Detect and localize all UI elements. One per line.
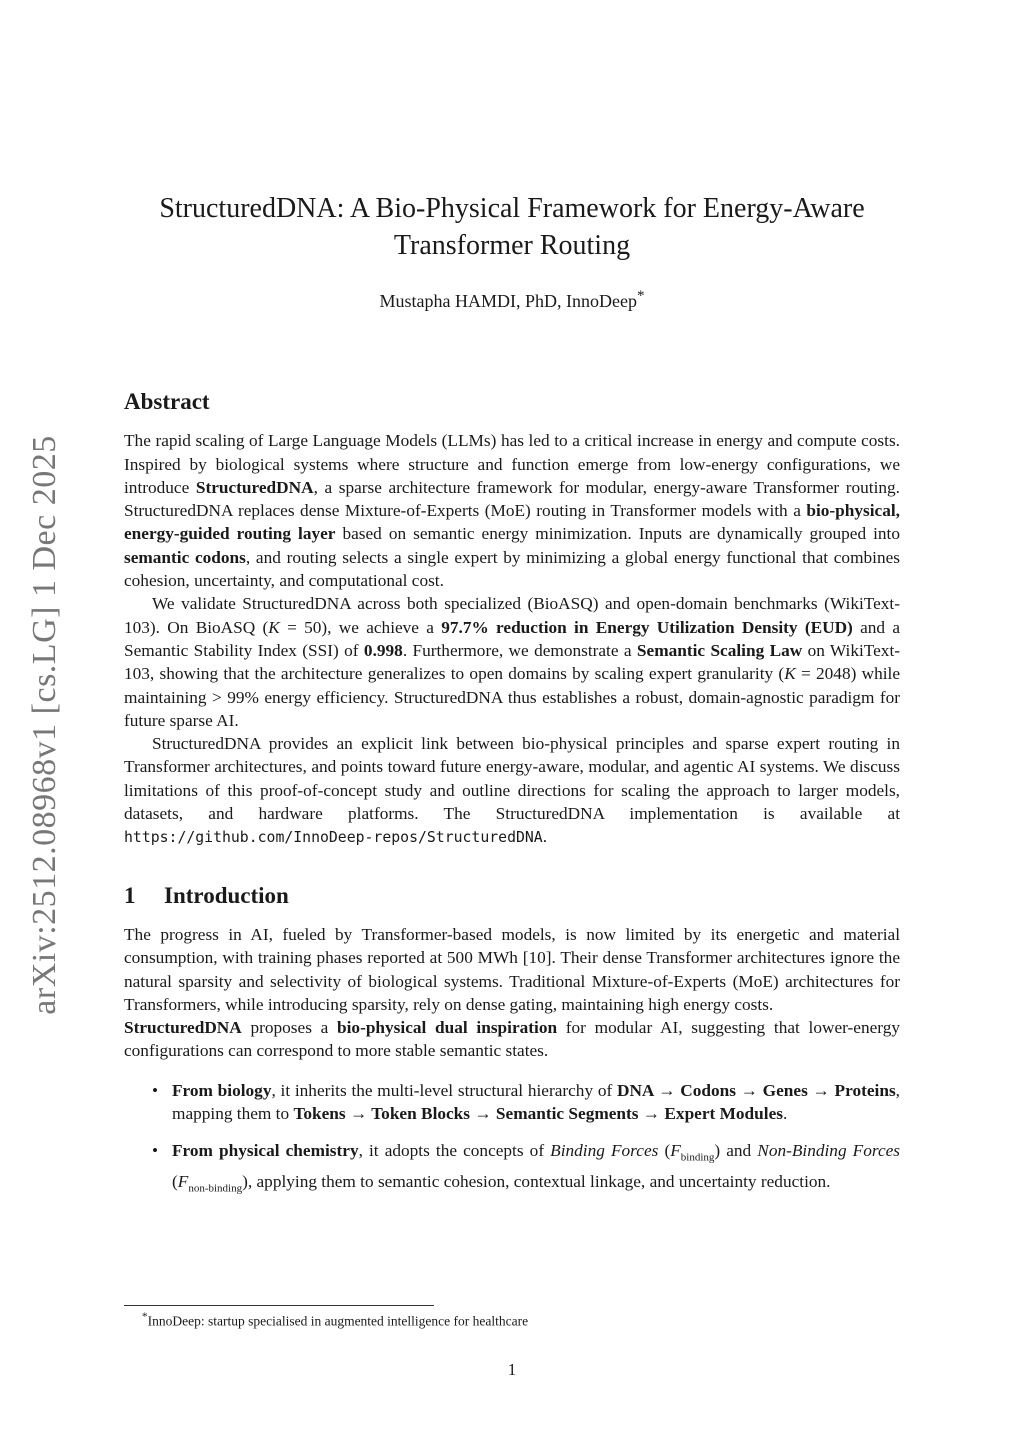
authors: Mustapha HAMDI, PhD, InnoDeep — [379, 291, 637, 311]
introduction-section — [124, 884, 900, 1201]
intro-paragraph-2: StructuredDNA proposes a bio-physical dual inspiration for modular AI, suggesting that lower-energy configurations can correspond to more stable semantic states. — [124, 1018, 900, 1061]
abstract-section — [124, 390, 900, 850]
author-footnote-mark: * — [636, 288, 645, 304]
repo-url-link[interactable]: https://github.com/InnoDeep-repos/StructuredDNA — [124, 829, 543, 847]
inspiration-list — [124, 1079, 900, 1201]
bullet-icon: • — [152, 1080, 159, 1100]
bullet-icon: • — [152, 1141, 159, 1161]
abstract-heading: Abstract — [124, 389, 210, 414]
arxiv-identifier: arXiv:2512.08968v1 [cs.LG] 1 Dec 2025 — [26, 435, 63, 1015]
paper-title — [120, 190, 904, 264]
author-line — [120, 288, 904, 312]
abstract-paragraph-3: StructuredDNA provides an explicit link between bio-physical principles and sparse expert routing in Transformer architectures, and points toward future energy-aware, modular, and agentic AI systems. We discuss limitations of this proof-of-concept study and outline directions for scaling the approach to larger models, datasets, and hardware platforms. The StructuredDNA implementation is available at https://github.com/InnoDeep-repos/StructuredDNA. — [124, 734, 900, 847]
title-line-2: Transformer Routing — [393, 230, 631, 261]
footnote-rule — [124, 1305, 434, 1306]
introduction-heading — [124, 884, 900, 907]
list-item-biology: • From biology, it inherits the multi-level structural hierarchy of DNA → Codons → Genes → Proteins, mapping them to Tokens → Token Blocks → Semantic Segments → Expert Modules. — [152, 1080, 900, 1124]
intro-paragraph-1: The progress in AI, fueled by Transformer-based models, is now limited by its energetic and material consumption, with training phases reported at 500 MWh [10]. Their dense Transformer architectures ignore the natural sparsity and selectivity of biological systems. Traditional Mixture-of-Experts (MoE) architectures for Transformers, while introducing sparsity, rely on dense gating, maintaining high energy costs. — [124, 924, 900, 1014]
list-item-physical-chemistry: • From physical chemistry, it adopts the concepts of Binding Forces $(F_{binding})$ and Non-Binding Forces $(F_{non-binding})$, applying them to semantic cohesion, contextual linkage, and uncertainty reduction. — [152, 1141, 901, 1195]
section-title: Introduction — [164, 882, 289, 908]
paper-body — [124, 390, 900, 1215]
page-number: 1 — [507, 1360, 517, 1379]
footnote: *InnoDeep: startup specialised in augmented intelligence for healthcare — [142, 1311, 529, 1329]
abstract-paragraph-2: We validate StructuredDNA across both specialized (BioASQ) and open-domain benchmarks (WikiText-103). On BioASQ (K = 50), we achieve a 97.7% reduction in Energy Utilization Density (EUD) and a Semantic Stability Index (SSI) of 0.998. Furthermore, we demonstrate a Semantic Scaling Law on WikiText-103, showing that the architecture generalizes to open domains by scaling expert granularity (K = 2048) while maintaining > 99% energy efficiency. StructuredDNA thus establishes a robust, domain-agnostic paradigm for future sparse AI. — [124, 594, 901, 730]
abstract-paragraph-1: The rapid scaling of Large Language Models (LLMs) has led to a critical increase in energy and compute costs. Inspired by biological systems where structure and function emerge from low-energy configurations, we introduce StructuredDNA, a sparse architecture framework for modular, energy-aware Transformer routing. StructuredDNA replaces dense Mixture-of-Experts (MoE) routing in Transformer models with a bio-physical, energy-guided routing layer based on semantic energy minimization. Inputs are dynamically grouped into semantic codons, and routing selects a single expert by minimizing a global energy functional that combines cohesion, uncertainty, and computational cost. — [124, 431, 900, 591]
section-number: 1 — [124, 882, 136, 908]
title-line-1: StructuredDNA: A Bio-Physical Framework for Energy-Aware — [159, 193, 865, 224]
